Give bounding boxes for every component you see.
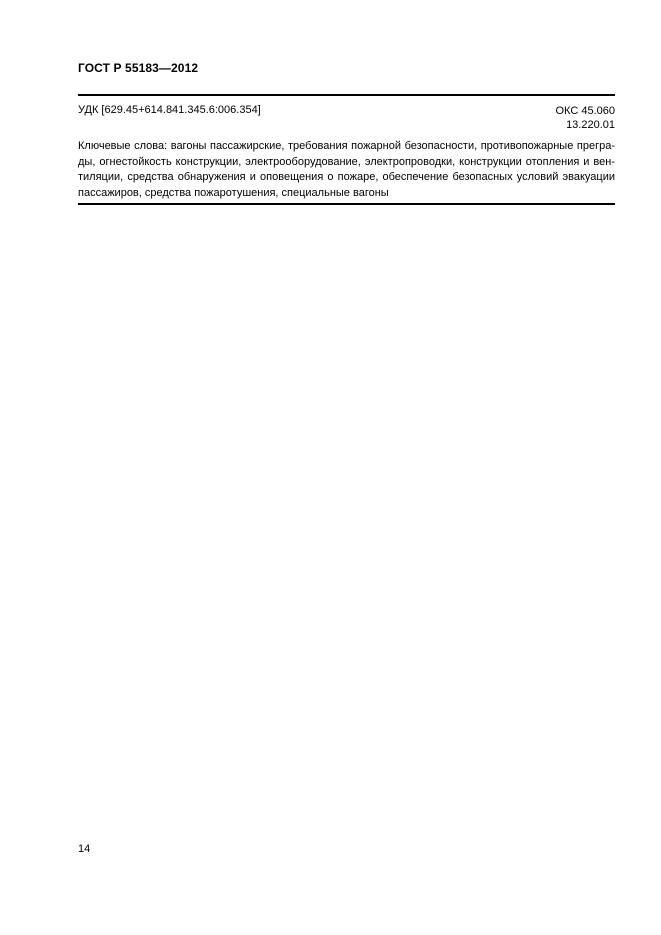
oks-code-line: 13.220.01 <box>566 119 615 131</box>
keywords-line: пассажиров, средства пожаротушения, специальные вагоны <box>78 186 389 199</box>
keywords-paragraph <box>78 139 615 201</box>
keywords-line: ды, огнестойкость конструкции, электрооборудование, электропроводки, конструкции отопления и вен- <box>78 155 615 168</box>
bottom-divider <box>78 203 615 205</box>
keywords-line: тиляции, средства обнаружения и оповещения о пожаре, обеспечение безопасных условий эвакуации <box>78 171 615 183</box>
udk-code: УДК [629.45+614.841.345.6:006.354] <box>78 104 261 116</box>
oks-codes <box>556 104 616 132</box>
page-number: 14 <box>78 843 91 855</box>
document-header-title: ГОСТ Р 55183—2012 <box>78 61 199 75</box>
keywords-line: Ключевые слова: вагоны пассажирские, требования пожарной безопасности, противопожарные прегра- <box>78 140 615 152</box>
top-divider <box>78 94 615 96</box>
oks-code-line: ОКС 45.060 <box>555 105 615 117</box>
